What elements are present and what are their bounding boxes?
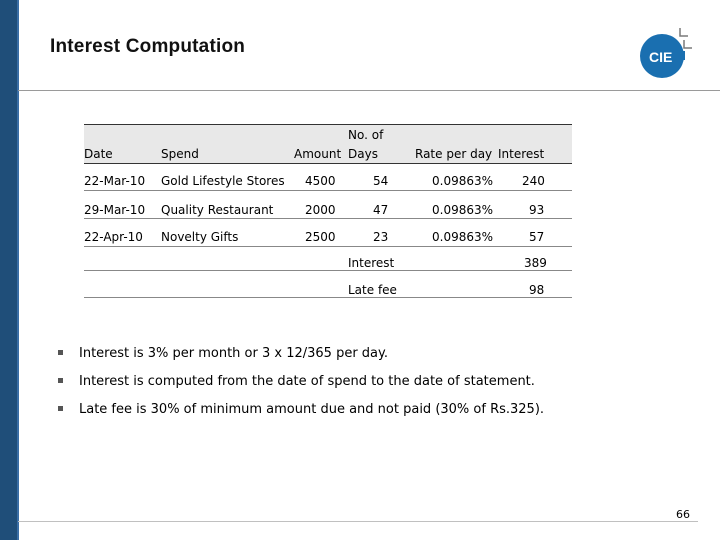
header-days-line2: Days — [348, 147, 378, 161]
table-cell-date: 22-Apr-10 — [84, 230, 143, 244]
logo-text: CIE — [649, 49, 673, 65]
summary-late-fee-label: Late fee — [348, 283, 397, 297]
page-number: 66 — [676, 508, 690, 521]
summary-interest-value: 389 — [524, 256, 547, 270]
header-amount: Amount — [294, 147, 342, 161]
table-cell-rate: 0.09863% — [432, 203, 494, 217]
table-cell-spend: Novelty Gifts — [161, 230, 239, 244]
bullet-text: Interest is computed from the date of spend to the date of statement. — [79, 374, 535, 389]
header-days-line1: No. of — [348, 128, 384, 142]
footer-divider — [18, 521, 698, 522]
summary-interest-label: Interest — [348, 256, 395, 270]
table-header-border — [84, 163, 572, 164]
table-bottom-border — [84, 297, 572, 298]
summary-late-fee-value: 98 — [529, 283, 545, 297]
header-spend: Spend — [161, 147, 199, 161]
table-cell-spend: Gold Lifestyle Stores — [161, 174, 285, 188]
table-cell-interest: 240 — [522, 174, 545, 188]
table-row-divider — [84, 270, 572, 271]
table-cell-days: 47 — [373, 203, 389, 217]
table-cell-date: 29-Mar-10 — [84, 203, 146, 217]
table-cell-amount: 2000 — [305, 203, 336, 217]
header-date: Date — [84, 147, 113, 161]
table-cell-spend: Quality Restaurant — [161, 203, 274, 217]
bullet-text: Interest is 3% per month or 3 x 12/365 per day. — [79, 346, 388, 361]
table-cell-interest: 57 — [529, 230, 545, 244]
slide-title: Interest Computation — [50, 36, 246, 57]
bullet-square-icon — [58, 350, 63, 355]
bullet-square-icon — [58, 406, 63, 411]
logo-corner-mark-1 — [680, 28, 688, 36]
table-cell-amount: 2500 — [305, 230, 336, 244]
table-row-divider — [84, 218, 572, 219]
title-divider — [18, 90, 720, 91]
table-cell-days: 23 — [373, 230, 389, 244]
left-accent-edge — [17, 0, 19, 540]
bullet-text: Late fee is 30% of minimum amount due and not paid (30% of Rs.325). — [79, 402, 545, 417]
cie-logo — [636, 22, 694, 80]
table-row-divider — [84, 190, 572, 191]
header-interest: Interest — [498, 147, 545, 161]
table-cell-days: 54 — [373, 174, 389, 188]
left-accent-bar — [0, 0, 17, 540]
table-cell-interest: 93 — [529, 203, 545, 217]
table-cell-rate: 0.09863% — [432, 174, 494, 188]
table-cell-amount: 4500 — [305, 174, 336, 188]
table-row-divider — [84, 246, 572, 247]
table-cell-date: 22-Mar-10 — [84, 174, 146, 188]
table-cell-rate: 0.09863% — [432, 230, 494, 244]
logo-corner-mark-2 — [684, 40, 692, 48]
header-rate: Rate per day — [415, 147, 493, 161]
bullet-square-icon — [58, 378, 63, 383]
